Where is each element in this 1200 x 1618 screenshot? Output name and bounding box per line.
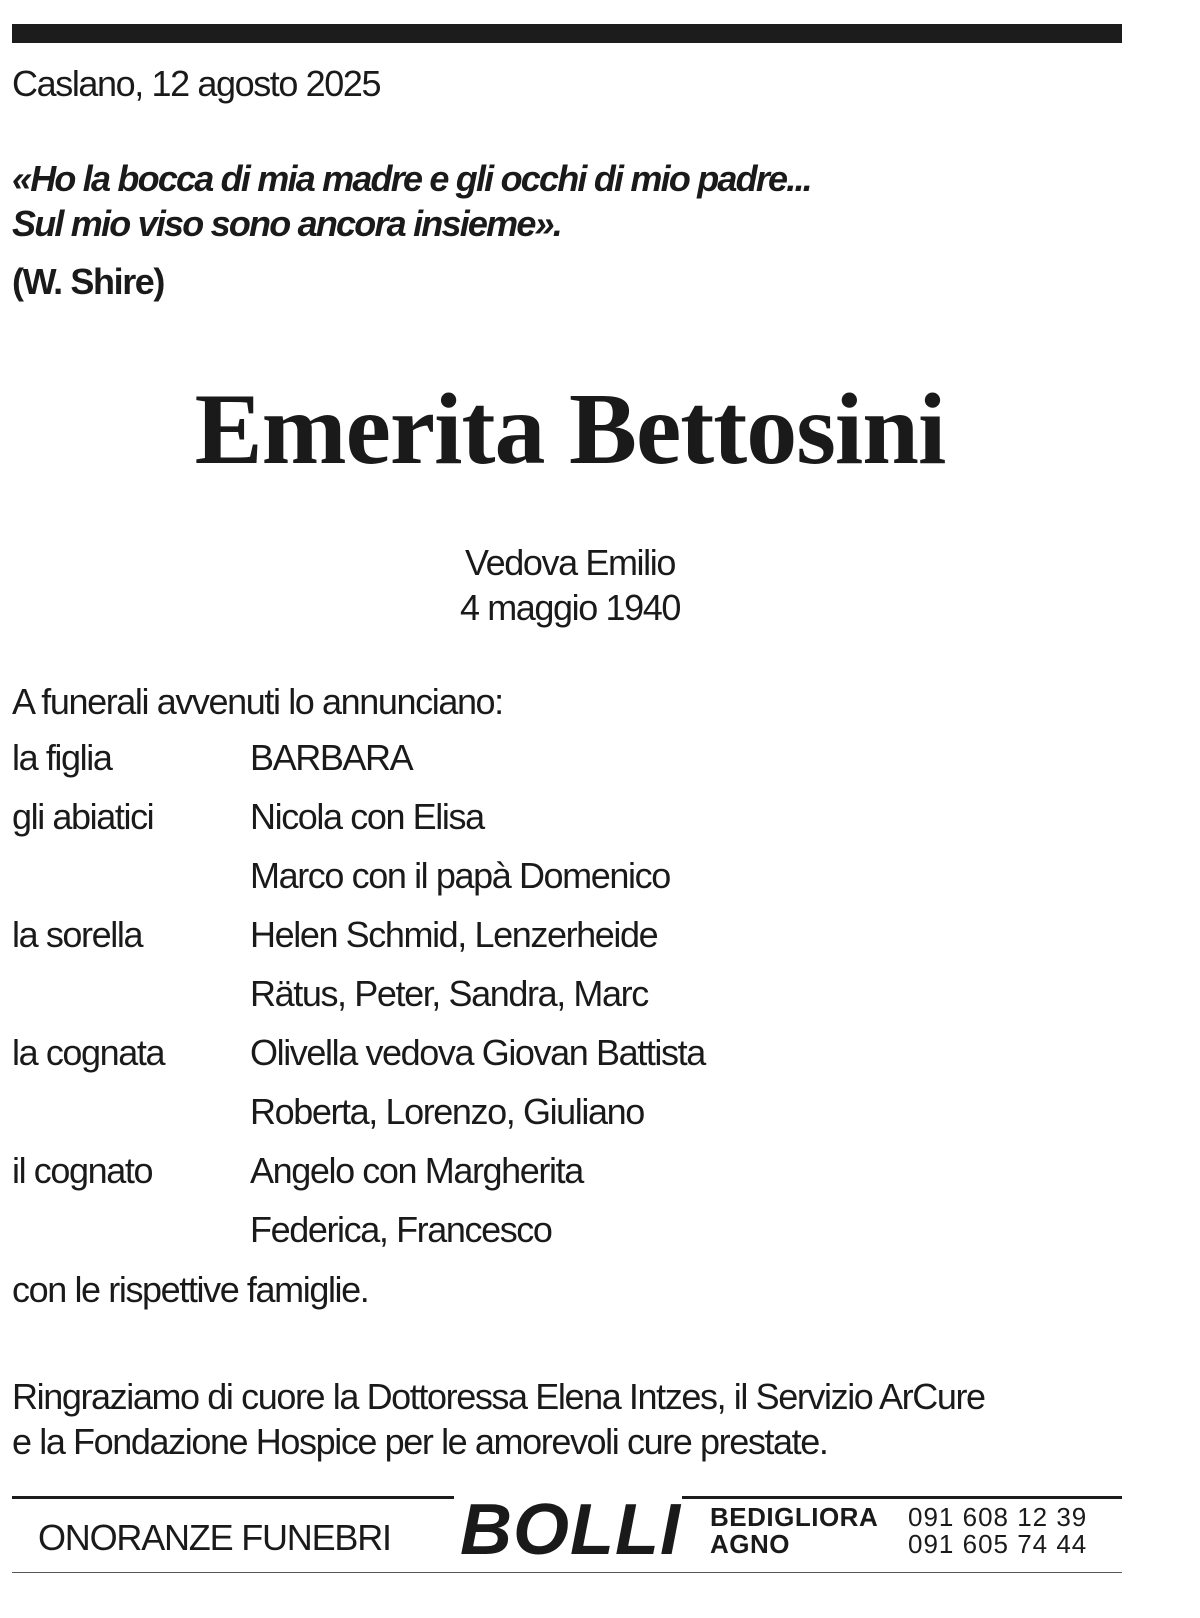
- top-divider: [12, 24, 1122, 43]
- funeral-home-label: ONORANZE FUNEBRI: [38, 1517, 391, 1558]
- mourner-row: [12, 795, 1112, 854]
- mourner-row: [12, 972, 1112, 1031]
- mourner-names: Roberta, Lorenzo, Giuliano: [250, 1091, 644, 1132]
- deceased-name: Emerita Bettosini: [194, 373, 946, 486]
- footer-divider-right: [682, 1496, 1122, 1499]
- mourner-names: Helen Schmid, Lenzerheide: [250, 914, 658, 955]
- mourner-row: [12, 913, 1112, 972]
- thanks-paragraph: [12, 1374, 985, 1464]
- mourner-relation: la cognata: [12, 1032, 165, 1073]
- footer-divider-left: [12, 1496, 454, 1499]
- mourner-names: BARBARA: [250, 737, 413, 778]
- mourner-names: Federica, Francesco: [250, 1209, 552, 1250]
- contact-row: [710, 1531, 1122, 1558]
- place-date: Caslano, 12 agosto 2025: [12, 63, 381, 104]
- mourner-row: [12, 1149, 1112, 1208]
- mourner-row: [12, 736, 1112, 795]
- thanks-line: e la Fondazione Hospice per le amorevoli cure prestate.: [12, 1421, 828, 1462]
- contact-phone: 091 605 74 44: [908, 1529, 1088, 1559]
- mourner-relation: la figlia: [12, 737, 112, 778]
- mourner-relation: il cognato: [12, 1150, 153, 1191]
- contact-phone: 091 608 12 39: [908, 1502, 1088, 1532]
- mourner-names: Nicola con Elisa: [250, 796, 484, 837]
- mourner-row: [12, 1031, 1112, 1090]
- mourner-row: [12, 854, 1112, 913]
- mourners-list: [12, 736, 1112, 1267]
- epigraph-author: (W. Shire): [12, 261, 165, 302]
- epigraph-quote: [12, 156, 811, 246]
- mourner-names: Angelo con Margherita: [250, 1150, 583, 1191]
- announcement-intro: A funerali avvenuti lo annunciano:: [12, 681, 503, 722]
- announcement-closing: con le rispettive famiglie.: [12, 1269, 369, 1310]
- mourner-names: Marco con il papà Domenico: [250, 855, 670, 896]
- footer-divider-bottom: [12, 1572, 1122, 1573]
- funeral-home-contacts: [710, 1504, 1122, 1558]
- epigraph-line: «Ho la bocca di mia madre e gli occhi di mio padre...: [12, 158, 811, 199]
- contact-row: [710, 1504, 1122, 1531]
- thanks-line: Ringraziamo di cuore la Dottoressa Elena Intzes, il Servizio ArCure: [12, 1376, 985, 1417]
- deceased-status: Vedova Emilio: [465, 542, 675, 583]
- mourner-names: Olivella vedova Giovan Battista: [250, 1032, 705, 1073]
- deceased-info: [0, 540, 1140, 630]
- mourner-row: [12, 1090, 1112, 1149]
- contact-location: BEDIGLIORA: [710, 1502, 879, 1532]
- funeral-home-logo: BOLLI: [460, 1490, 681, 1570]
- epigraph-line: Sul mio viso sono ancora insieme».: [12, 203, 561, 244]
- contact-location: AGNO: [710, 1529, 790, 1559]
- mourner-relation: gli abiatici: [12, 796, 154, 837]
- mourner-row: [12, 1208, 1112, 1267]
- deceased-birth-date: 4 maggio 1940: [460, 587, 680, 628]
- mourner-names: Rätus, Peter, Sandra, Marc: [250, 973, 648, 1014]
- mourner-relation: la sorella: [12, 914, 143, 955]
